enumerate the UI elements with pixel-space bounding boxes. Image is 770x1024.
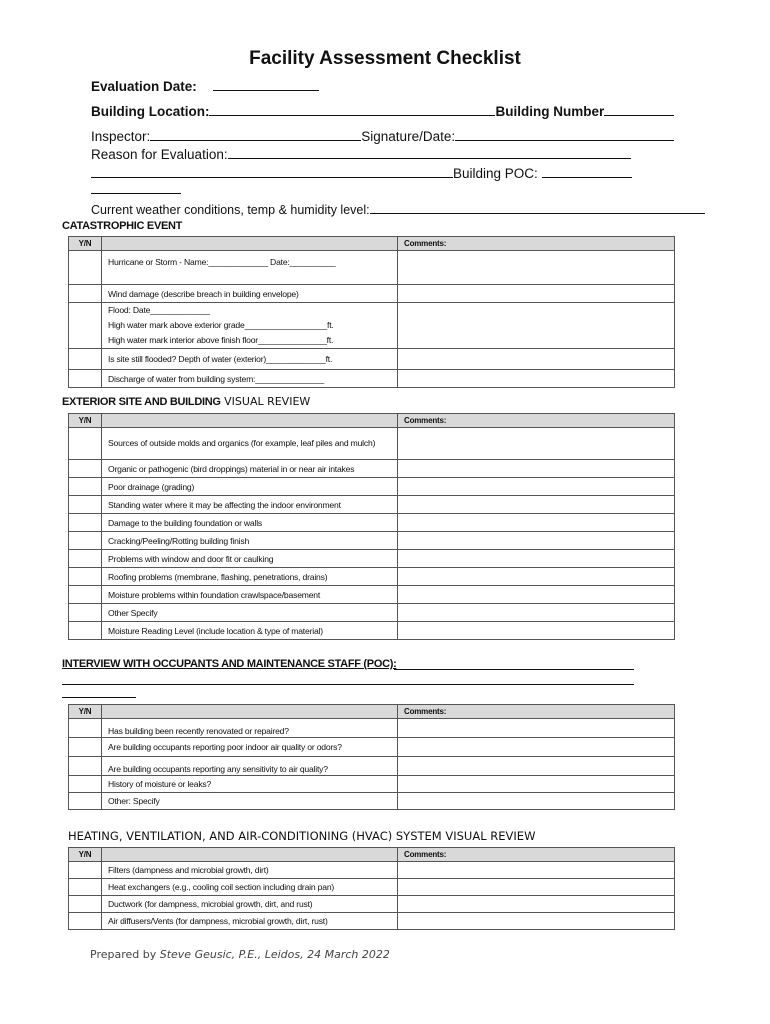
- evaluation-date-label: Evaluation Date:: [91, 79, 197, 94]
- item-text: Other: Specify: [102, 793, 398, 810]
- table-row: [69, 719, 675, 738]
- item-text: Are building occupants reporting any sensitivity to air quality?: [102, 757, 398, 776]
- item-text: Wind damage (describe breach in building envelope): [102, 285, 398, 303]
- comment-cell[interactable]: [398, 568, 675, 586]
- comment-cell[interactable]: [398, 550, 675, 568]
- table-header-row: [69, 848, 675, 862]
- table-header-row: [69, 414, 675, 428]
- poc-row: [91, 165, 632, 181]
- item-text: Filters (dampness and microbial growth, dirt): [102, 862, 398, 879]
- yn-cell[interactable]: [69, 532, 102, 550]
- signature-date-label: Signature/Date:: [361, 129, 456, 144]
- poc-row-continued: [91, 181, 181, 197]
- table-row: [69, 532, 675, 550]
- table-row: [69, 251, 675, 285]
- yn-cell[interactable]: [69, 514, 102, 532]
- comment-cell[interactable]: [398, 303, 675, 349]
- table-row: [69, 514, 675, 532]
- comment-cell[interactable]: [398, 896, 675, 913]
- signature-date-field[interactable]: [455, 128, 674, 141]
- table-row: [69, 428, 675, 460]
- item-text: Sources of outside molds and organics (for example, leaf piles and mulch): [102, 428, 398, 460]
- comment-cell[interactable]: [398, 285, 675, 303]
- comments-header: Comments:: [398, 848, 675, 862]
- comment-cell[interactable]: [398, 719, 675, 738]
- table-row: [69, 460, 675, 478]
- table-row: [69, 478, 675, 496]
- yn-cell[interactable]: [69, 719, 102, 738]
- weather-row: [91, 201, 705, 217]
- comment-cell[interactable]: [398, 496, 675, 514]
- comment-cell[interactable]: [398, 251, 675, 285]
- building-poc-field[interactable]: [542, 165, 632, 178]
- table-header-row: [69, 705, 675, 719]
- yn-cell[interactable]: [69, 370, 102, 388]
- item-text: Problems with window and door fit or caulking: [102, 550, 398, 568]
- interview-table: [68, 704, 675, 810]
- yn-cell[interactable]: [69, 896, 102, 913]
- item-text: Heat exchangers (e.g., cooling coil section including drain pan): [102, 879, 398, 896]
- weather-label: Current weather conditions, temp & humidity level:: [91, 203, 370, 217]
- comment-cell[interactable]: [398, 879, 675, 896]
- reason-row: [91, 146, 631, 162]
- reason-label: Reason for Evaluation:: [91, 147, 228, 162]
- comment-cell[interactable]: [398, 757, 675, 776]
- yn-cell[interactable]: [69, 879, 102, 896]
- table-row: [69, 496, 675, 514]
- author-credit: Steve Geusic, P.E., Leidos, 24 March 2022: [159, 948, 390, 961]
- yn-header: Y/N: [69, 237, 102, 251]
- item-text: Has building been recently renovated or repaired?: [102, 719, 398, 738]
- table-row: [69, 776, 675, 793]
- comment-cell[interactable]: [398, 478, 675, 496]
- item-text: Roofing problems (membrane, flashing, penetrations, drains): [102, 568, 398, 586]
- page-title: Facility Assessment Checklist: [249, 48, 521, 69]
- inspector-row: [91, 128, 674, 144]
- item-text: Moisture problems within foundation crawlspace/basement: [102, 586, 398, 604]
- comment-cell[interactable]: [398, 738, 675, 757]
- yn-cell[interactable]: [69, 428, 102, 460]
- yn-cell[interactable]: [69, 586, 102, 604]
- yn-cell[interactable]: [69, 913, 102, 930]
- yn-cell[interactable]: [69, 776, 102, 793]
- table-row: [69, 757, 675, 776]
- item-text: History of moisture or leaks?: [102, 776, 398, 793]
- comment-cell[interactable]: [398, 514, 675, 532]
- section-hvac-title: HEATING, VENTILATION, AND AIR-CONDITIONING (HVAC) SYSTEM VISUAL REVIEW: [68, 829, 536, 843]
- table-row: [69, 896, 675, 913]
- yn-cell[interactable]: [69, 757, 102, 776]
- item-text: Moisture Reading Level (include location & type of material): [102, 622, 398, 640]
- table-row: [69, 622, 675, 640]
- inspector-label: Inspector:: [91, 129, 151, 144]
- interior-water-mark-line: High water mark interior above finish floor_______________ft.: [108, 335, 334, 345]
- yn-cell[interactable]: [69, 604, 102, 622]
- section-exterior-title: EXTERIOR SITE AND BUILDING VISUAL REVIEW: [62, 395, 311, 408]
- comment-cell[interactable]: [398, 793, 675, 810]
- interview-field-end[interactable]: [62, 697, 136, 698]
- comment-cell[interactable]: [398, 349, 675, 370]
- item-text: Damage to the building foundation or walls: [102, 514, 398, 532]
- table-row: [69, 793, 675, 810]
- yn-cell[interactable]: [69, 349, 102, 370]
- table-row: [69, 862, 675, 879]
- building-poc-label: Building POC:: [453, 166, 538, 181]
- item-text: Is site still flooded? Depth of water (exterior)_____________ft.: [102, 349, 398, 370]
- item-text: [102, 303, 398, 349]
- item-text: Poor drainage (grading): [102, 478, 398, 496]
- table-row: [69, 738, 675, 757]
- item-text: Ductwork (for dampness, microbial growth, dirt, and rust): [102, 896, 398, 913]
- table-row: [69, 586, 675, 604]
- comment-cell[interactable]: [398, 622, 675, 640]
- comment-cell[interactable]: [398, 862, 675, 879]
- comment-cell[interactable]: [398, 428, 675, 460]
- table-row: [69, 879, 675, 896]
- item-text: Organic or pathogenic (bird droppings) material in or near air intakes: [102, 460, 398, 478]
- yn-header: Y/N: [69, 414, 102, 428]
- item-text: Hurricane or Storm - Name:_____________ Date:__________: [102, 251, 398, 285]
- item-text: Are building occupants reporting poor indoor air quality or odors?: [102, 738, 398, 757]
- item-text: Standing water where it may be affecting the indoor environment: [102, 496, 398, 514]
- prepared-by-footer: [90, 948, 390, 961]
- item-text: Cracking/Peeling/Rotting building finish: [102, 532, 398, 550]
- yn-cell[interactable]: [69, 622, 102, 640]
- building-location-field[interactable]: [209, 103, 495, 116]
- building-poc-field-continued[interactable]: [91, 181, 181, 194]
- building-number-field[interactable]: [604, 103, 674, 116]
- exterior-table: [68, 413, 675, 640]
- table-row: [69, 370, 675, 388]
- item-text: Air diffusers/Vents (for dampness, microbial growth, dirt, rust): [102, 913, 398, 930]
- table-row: [69, 349, 675, 370]
- yn-cell[interactable]: [69, 285, 102, 303]
- section-catastrophic-title: CATASTROPHIC EVENT: [62, 220, 183, 232]
- comment-cell[interactable]: [398, 532, 675, 550]
- evaluation-date-row: [91, 78, 319, 94]
- item-text: Other Specify: [102, 604, 398, 622]
- table-row: [69, 913, 675, 930]
- catastrophic-table: [68, 236, 675, 388]
- comment-cell[interactable]: [398, 913, 675, 930]
- inspector-field[interactable]: [150, 128, 361, 141]
- yn-cell[interactable]: [69, 862, 102, 879]
- yn-cell[interactable]: [69, 550, 102, 568]
- reason-field-continued[interactable]: [91, 165, 453, 178]
- table-row: [69, 285, 675, 303]
- yn-header: Y/N: [69, 705, 102, 719]
- building-location-label: Building Location:: [91, 104, 210, 119]
- table-row: [69, 604, 675, 622]
- building-number-label: Building Number: [495, 104, 605, 119]
- table-header-row: [69, 237, 675, 251]
- reason-field[interactable]: [228, 146, 631, 159]
- comment-cell[interactable]: [398, 460, 675, 478]
- weather-field[interactable]: [370, 201, 705, 214]
- exterior-water-mark-line: High water mark above exterior grade__________________ft.: [108, 320, 334, 330]
- yn-cell[interactable]: [69, 738, 102, 757]
- comments-header: Comments:: [398, 237, 675, 251]
- comment-cell[interactable]: [398, 586, 675, 604]
- comment-cell[interactable]: [398, 604, 675, 622]
- interview-field[interactable]: [394, 669, 634, 670]
- hvac-table: [68, 847, 675, 930]
- item-text: Discharge of water from building system:_______________: [102, 370, 398, 388]
- building-location-row: [91, 103, 674, 119]
- yn-cell[interactable]: [69, 568, 102, 586]
- table-row: [69, 568, 675, 586]
- yn-cell[interactable]: [69, 793, 102, 810]
- comment-cell[interactable]: [398, 776, 675, 793]
- yn-cell[interactable]: [69, 496, 102, 514]
- comment-cell[interactable]: [398, 370, 675, 388]
- prepared-by-label: Prepared by: [90, 948, 160, 961]
- section-interview-title: INTERVIEW WITH OCCUPANTS AND MAINTENANCE STAFF (POC):: [62, 658, 397, 670]
- yn-cell[interactable]: [69, 251, 102, 285]
- comments-header: Comments:: [398, 705, 675, 719]
- yn-cell[interactable]: [69, 460, 102, 478]
- flood-date-line: Flood: Date_____________: [108, 305, 210, 315]
- yn-cell[interactable]: [69, 478, 102, 496]
- evaluation-date-field[interactable]: [213, 78, 319, 91]
- table-row: [69, 303, 675, 349]
- comments-header: Comments:: [398, 414, 675, 428]
- interview-field-continued[interactable]: [62, 684, 634, 685]
- table-row: [69, 550, 675, 568]
- yn-cell[interactable]: [69, 303, 102, 349]
- yn-header: Y/N: [69, 848, 102, 862]
